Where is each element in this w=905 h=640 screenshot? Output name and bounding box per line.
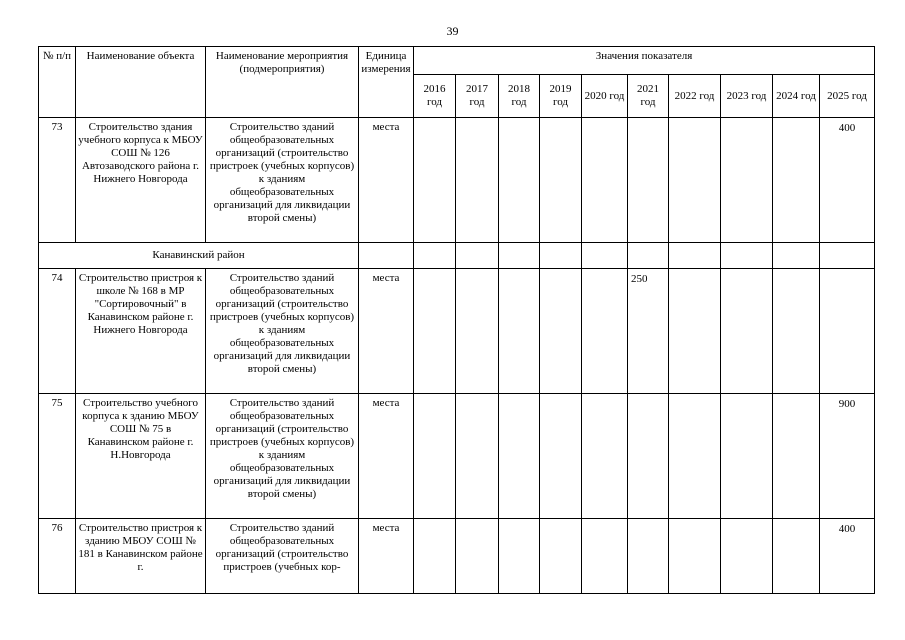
header-year: 2025 год	[820, 75, 875, 118]
row-value	[540, 269, 582, 394]
header-year: 2021 год	[628, 75, 669, 118]
row-value	[456, 269, 499, 394]
row-measure: Строительство зданий общеобразовательных организаций (строительство пристроек (учебных корпусов) к зданиям общеобразовательных организаций для ликвидации второй смены)	[206, 118, 359, 243]
row-measure: Строительство зданий общеобразовательных организаций (строительство пристроев (учебных корпусов) к зданиям общеобразовательных организаций для ликвидации второй смены)	[206, 394, 359, 519]
header-year: 2019 год	[540, 75, 582, 118]
row-value	[414, 394, 456, 519]
page-number: 39	[446, 24, 459, 38]
row-value	[721, 394, 773, 519]
table-row	[39, 118, 875, 243]
row-value: 400	[820, 118, 875, 243]
row-value	[582, 519, 628, 594]
row-value	[414, 269, 456, 394]
row-value	[456, 394, 499, 519]
row-value	[499, 269, 540, 394]
row-value	[499, 118, 540, 243]
row-value	[582, 394, 628, 519]
header-year: 2016 год	[414, 75, 456, 118]
row-value	[721, 118, 773, 243]
table-row	[39, 394, 875, 519]
row-value	[628, 118, 669, 243]
header-year: 2022 год	[669, 75, 721, 118]
row-unit: места	[359, 269, 414, 394]
district-label: Канавинский район	[39, 243, 359, 269]
row-num: 75	[39, 394, 76, 519]
row-object: Строительство учебного корпуса к зданию МБОУ СОШ № 75 в Канавинском районе г. Н.Новгорода	[76, 394, 206, 519]
row-value	[669, 394, 721, 519]
row-value	[540, 394, 582, 519]
header-values: Значения показателя	[414, 47, 875, 75]
row-value	[582, 118, 628, 243]
row-value	[499, 394, 540, 519]
row-value	[669, 118, 721, 243]
row-object: Строительство здания учебного корпуса к МБОУ СОШ № 126 Автозаводского района г. Нижнего Новгорода	[76, 118, 206, 243]
row-value	[773, 519, 820, 594]
row-value	[773, 394, 820, 519]
row-value	[414, 519, 456, 594]
row-value: 900	[820, 394, 875, 519]
row-object: Строительство пристроя к школе № 168 в МР "Сортировочный" в Канавинском районе г. Нижнего Новгорода	[76, 269, 206, 394]
row-value	[456, 118, 499, 243]
row-value	[628, 519, 669, 594]
row-value	[582, 269, 628, 394]
header-year: 2018 год	[499, 75, 540, 118]
row-value	[540, 118, 582, 243]
row-unit: места	[359, 519, 414, 594]
row-value: 400	[820, 519, 875, 594]
row-value	[414, 118, 456, 243]
row-measure: Строительство зданий общеобразовательных организаций (строительство пристроев (учебных корпусов) к зданиям общеобразовательных организаций для ликвидации второй смены)	[206, 269, 359, 394]
row-value: 250	[628, 269, 669, 394]
header-num: № п/п	[39, 47, 76, 118]
row-value	[540, 519, 582, 594]
row-value	[499, 519, 540, 594]
table-header-row	[39, 47, 875, 75]
row-measure: Строительство зданий общеобразовательных организаций (строительство пристроев (учебных кор-	[206, 519, 359, 594]
row-num: 73	[39, 118, 76, 243]
row-object: Строительство пристроя к зданию МБОУ СОШ № 181 в Канавинском районе г.	[76, 519, 206, 594]
row-num: 76	[39, 519, 76, 594]
table-row	[39, 269, 875, 394]
row-value	[773, 118, 820, 243]
row-value	[773, 269, 820, 394]
header-unit: Единица измерения	[359, 47, 414, 118]
row-num: 74	[39, 269, 76, 394]
row-value	[820, 269, 875, 394]
row-value	[669, 519, 721, 594]
row-value	[628, 394, 669, 519]
header-year: 2020 год	[582, 75, 628, 118]
district-row	[39, 243, 875, 269]
row-unit: места	[359, 394, 414, 519]
header-measure: Наименование мероприятия (подмероприятия)	[206, 47, 359, 118]
row-value	[721, 269, 773, 394]
row-unit: места	[359, 118, 414, 243]
header-year: 2024 год	[773, 75, 820, 118]
table-row	[39, 519, 875, 594]
indicator-table	[38, 46, 875, 594]
row-value	[456, 519, 499, 594]
row-value	[721, 519, 773, 594]
header-object: Наименование объекта	[76, 47, 206, 118]
header-year: 2017 год	[456, 75, 499, 118]
row-value	[669, 269, 721, 394]
header-year: 2023 год	[721, 75, 773, 118]
